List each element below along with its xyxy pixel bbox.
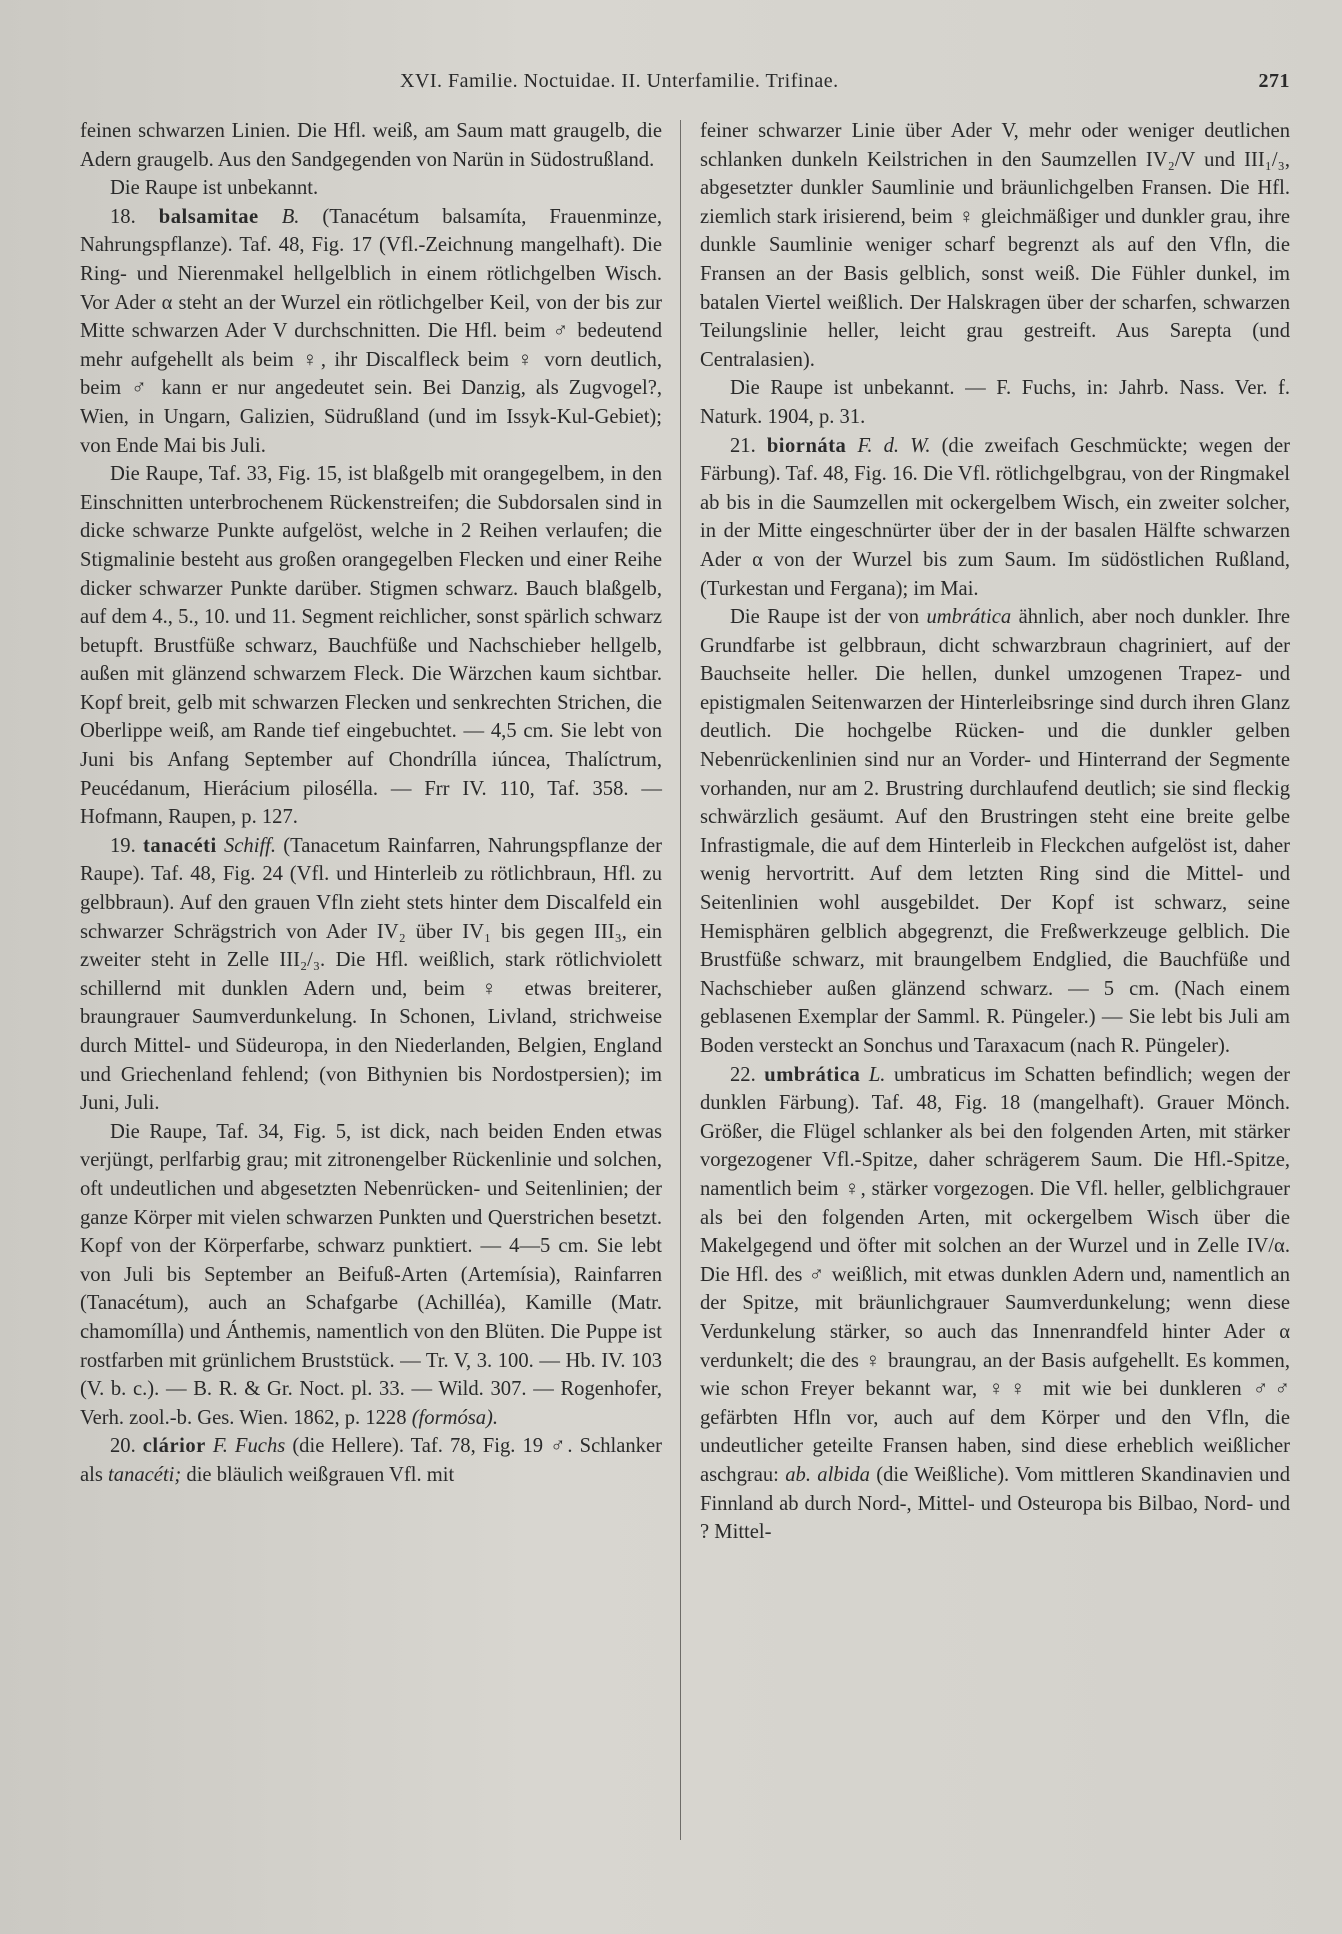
species-name: balsamitae bbox=[158, 205, 259, 228]
species-description: (Tanacetum Rainfarren, Nahrungspflanze der Raupe). Taf. 48, Fig. 24 (Vfl. und Hinterleib zu rötlichbraun, Hfl. zu gelbbraun). Auf den grauen Vfln zieht stets hinter dem Discalfeld ein schwarzer Schrägstrich von Ader IV₂ über IV₁ bis gegen III₃, ein zweiter steht in Zelle III₂/₃. Die Hfl. weißlich, stark rötlichviolett schillernd mit dunklen Adern und, beim ♀ etwas breiterer, braungrauer Saumverdunkelung. In Schonen, Livland, strichweise durch Mittel- und Südeuropa, in den Niederlanden, Belgien, England und Griechenland fehlend; (von Bithynien bis Nordostpersien); im Juni, Juli. bbox=[80, 834, 663, 1115]
species-author: B. bbox=[281, 205, 300, 228]
species-author: F. d. W. bbox=[857, 434, 931, 457]
species-name: tanacéti bbox=[142, 834, 217, 857]
page-number: 271 bbox=[1258, 70, 1290, 92]
paragraph: Die Raupe ist unbekannt. bbox=[110, 177, 319, 200]
species-entry-20 bbox=[80, 1432, 662, 1489]
species-number: 20. bbox=[110, 1435, 136, 1458]
species-author: F. Fuchs bbox=[212, 1435, 286, 1458]
species-description: (die zweifach Geschmückte; wegen der Färbung). Taf. 48, Fig. 16. Die Vfl. rötlichgelbgrau, von der Ringmakel ab bis in die Saumzellen mit ockergelbem Wisch, ein zweiter solcher, in der Mitte eingeschnürter über der in der basalen Hälfte schwarzen Ader α von der Wurzel bis zum Saum. Im südöstlichen Rußland, (Turkestan und Fergana); im Mai. bbox=[700, 434, 1291, 600]
species-author: L. bbox=[868, 1063, 886, 1086]
species-description: umbraticus im Schatten befindlich; wegen der dunklen Färbung). Taf. 48, Fig. 18 (mangelhaft). Grauer Mönch. Größer, die Flügel schlanker als bei den folgenden Arten, mit stärker vorgezogener Vfl.-Spitze, daher schrägerem Saum. Die Hfl.-Spitze, namentlich beim ♀, stärker vorgezogen. Die Vfl. heller, gelblichgrauer als bei den folgenden Arten, mit ockergelbem Wisch über die Makelgegend und öfter mit solchen an der Wurzel und in Zelle IV/α. Die Hfl. des ♂ weißlich, mit etwas dunklen Adern und, namentlich an der Spitze, mit bräunlichgrauer Saumverdunkelung; wenn diese Verdunkelung stärker, so auch das Innenrandfeld hinter Ader α verdunkelt; die des ♀ braungrau, an der Basis aufgehellt. Es kommen, wie schon Freyer bekannt war, ♀♀ mit wie bei dunkleren ♂♂ gefärbten Hfln vor, auch auf dem Körper und den Vfln, die undeutlicher geteilte Fransen haben, sind diese erheblich weißlicher aschgrau: bbox=[700, 1063, 1290, 1486]
species-number: 18. bbox=[110, 205, 136, 228]
species-description: (die Hellere). Taf. 78, Fig. 19 ♂. Schlanker als bbox=[80, 1435, 662, 1486]
species-description-cont: die bläulich weißgrauen Vfl. mit bbox=[186, 1463, 455, 1486]
larva-description bbox=[700, 603, 1290, 1061]
species-description: (Tanacétum balsamíta, Frauenminze, Nahrungspflanze). Taf. 48, Fig. 17 (Vfl.-Zeichnung mangelhaft). Die Ring- und Nierenmakel hellgelblich in einem rötlichgelben Wisch. Vor Ader α steht an der Wurzel ein rötlichgelber Keil, von der bis zur Mitte schwarzen Ader V durchschnitten. Die Hfl. beim ♂ bedeutend mehr aufgehellt als beim ♀, ihr Discalfleck beim ♀ vorn deutlich, beim ♂ kann er nur angedeutet sein. Bei Danzig, als Zugvogel?, Wien, in Ungarn, Galizien, Südrußland (und im Issyk-Kul-Gebiet); von Ende Mai bis Juli. bbox=[80, 205, 662, 457]
left-column bbox=[80, 117, 662, 1490]
species-reference: umbrática bbox=[926, 606, 1012, 629]
larva-description bbox=[80, 1118, 662, 1433]
species-entry-22 bbox=[700, 1061, 1290, 1547]
species-number: 21. bbox=[730, 434, 756, 457]
species-entry-19 bbox=[80, 832, 662, 1118]
species-number: 22. bbox=[730, 1063, 756, 1086]
right-column bbox=[700, 117, 1290, 1547]
larva-text: Die Raupe ist der von bbox=[730, 606, 919, 629]
species-author: Schiff. bbox=[223, 834, 277, 857]
species-number: 19. bbox=[110, 834, 136, 857]
larva-text: Die Raupe, Taf. 34, Fig. 5, ist dick, nach beiden Enden etwas verjüngt, perlfarbig grau; mit zitronengelber Rückenlinie und solchen, oft undeutlichen und abgesetzten Nebenrücken- und Seitenlinien; der ganze Körper mit vielen schwarzen Punkten und Querstrichen besetzt. Kopf von der Körperfarbe, schwarz punktiert. — 4—5 cm. Sie lebt von Juli bis September an Beifuß-Arten (Artemísia), Rainfarren (Tanacétum), auch an Schafgarbe (Achilléa), Kamille (Matr. chamomílla) und Ánthemis, namentlich von den Blüten. Die Puppe ist rostfarben mit grünlichem Bruststück. — Tr. V, 3. 100. — Hb. IV. 103 (V. b. c.). — B. R. & Gr. Noct. pl. 33. — Wild. 307. — Rogenhofer, Verh. zool.-b. Ges. Wien. 1862, p. 1228 bbox=[80, 1120, 662, 1429]
species-reference: tanacéti; bbox=[108, 1463, 182, 1486]
column-divider bbox=[680, 120, 681, 1840]
species-entry-18 bbox=[80, 203, 662, 460]
larva-text-tail: (formósa). bbox=[411, 1406, 499, 1429]
species-name: umbrática bbox=[764, 1063, 861, 1086]
species-entry-21 bbox=[700, 432, 1290, 604]
species-name: clárior bbox=[142, 1435, 206, 1458]
larva-text-cont: ähnlich, aber noch dunkler. Ihre Grundfarbe ist gelbbraun, dicht schwarzbraun chagriniert, auf der Bauchseite heller. Die hellen, dunkel umzogenen Trapez- und epistigmalen Seitenwarzen der Hinterleibsringe sind durch ihren Glanz deutlich. Die hochgelbe Rücken- und die dunkler gelben Nebenrückenlinien sind nur an Vorder- und Hinterrand der Segmente vorhanden, nur am 2. Brustring durchlaufend deutlich; sie sind fleckig schwärzlich gesäumt. Auf den Brustringen steht eine breite gelbe Infrastigmale, die auf dem Hinterleib in Fleckchen aufgelöst ist, daher wenig hervortritt. Auf dem letzten Ring sind die Mittel- und Seitenlinien wohl ausgebildet. Der Kopf ist schwarz, seine Hemisphären gelblich abgegrenzt, die Freßwerkzeuge gelblich. Die Brustfüße schwarz, mit braungelbem Endglied, die Bauchfüße und Nachschieber außen glänzend schwarz. — 5 cm. (Nach einem geblasenen Exemplar der Samml. R. Püngeler.) — Sie lebt bis Juli am Boden versteckt an Sonchus und Taraxacum (nach R. Püngeler). bbox=[700, 606, 1290, 1057]
paragraph: feinen schwarzen Linien. Die Hfl. weiß, am Saum matt graugelb, die Adern graugelb. Aus den Sandgegenden von Narün in Südostrußland. bbox=[80, 120, 662, 171]
aberration-name: ab. albida bbox=[785, 1463, 870, 1486]
running-title: XVI. Familie. Noctuidae. II. Unterfamilie. Trifinae. bbox=[400, 70, 839, 92]
paragraph: feiner schwarzer Linie über Ader V, mehr oder weniger deutlichen schlanken dunkeln Keilstrichen in den Saumzellen IV₂/V und III₁/₃, abgesetzter dunkler Saumlinie und bräunlichgelben Fransen. Die Hfl. ziemlich stark irisierend, beim ♀ gleichmäßiger und dunkler grau, ihre dunkle Saumlinie weniger scharf begrenzt als auf den Vfln, die Fransen an der Basis gelblich, sonst weiß. Die Fühler dunkel, im batalen Viertel weißlich. Der Halskragen über der scharfen, schwarzen Teilungslinie heller, leicht grau gestreift. Aus Sarepta (und Centralasien). bbox=[700, 120, 1290, 371]
paragraph: Die Raupe ist unbekannt. — F. Fuchs, in: Jahrb. Nass. Ver. f. Naturk. 1904, p. 31. bbox=[700, 377, 1290, 428]
species-name: biornáta bbox=[766, 434, 847, 457]
species-description-tail: (die Weißliche). Vom mittleren Skandinavien und Finnland ab durch Nord-, Mittel- und Osteuropa bis Bilbao, Nord- und ? Mittel- bbox=[700, 1463, 1290, 1544]
larva-description: Die Raupe, Taf. 33, Fig. 15, ist blaßgelb mit orangegelbem, in den Einschnitten unterbrochenem Rückenstreifen; die Subdorsalen sind in dicke schwarze Punkte aufgelöst, welche in 2 Reihen verlaufen; die Stigmalinie besteht aus großen orangegelben Flecken und einer Reihe dicker schwarzer Punkte darüber. Stigmen schwarz. Bauch blaßgelb, auf dem 4., 5., 10. und 11. Segment reichlicher, sonst spärlich schwarz betupft. Brustfüße schwarz, Bauchfüße und Nachschieber hellgelb, außen mit glänzend schwarzem Fleck. Die Wärzchen kaum sichtbar. Kopf breit, gelb mit schwarzen Flecken und senkrechten Strichen, die Oberlippe weiß, am Rande tief eingebuchtet. — 4,5 cm. Sie lebt von Juni bis Anfang September auf Chondrílla iúncea, Thalíctrum, Peucédanum, Hierácium pilosélla. — Frr IV. 110, Taf. 358. — Hofmann, Raupen, p. 127. bbox=[80, 463, 662, 829]
